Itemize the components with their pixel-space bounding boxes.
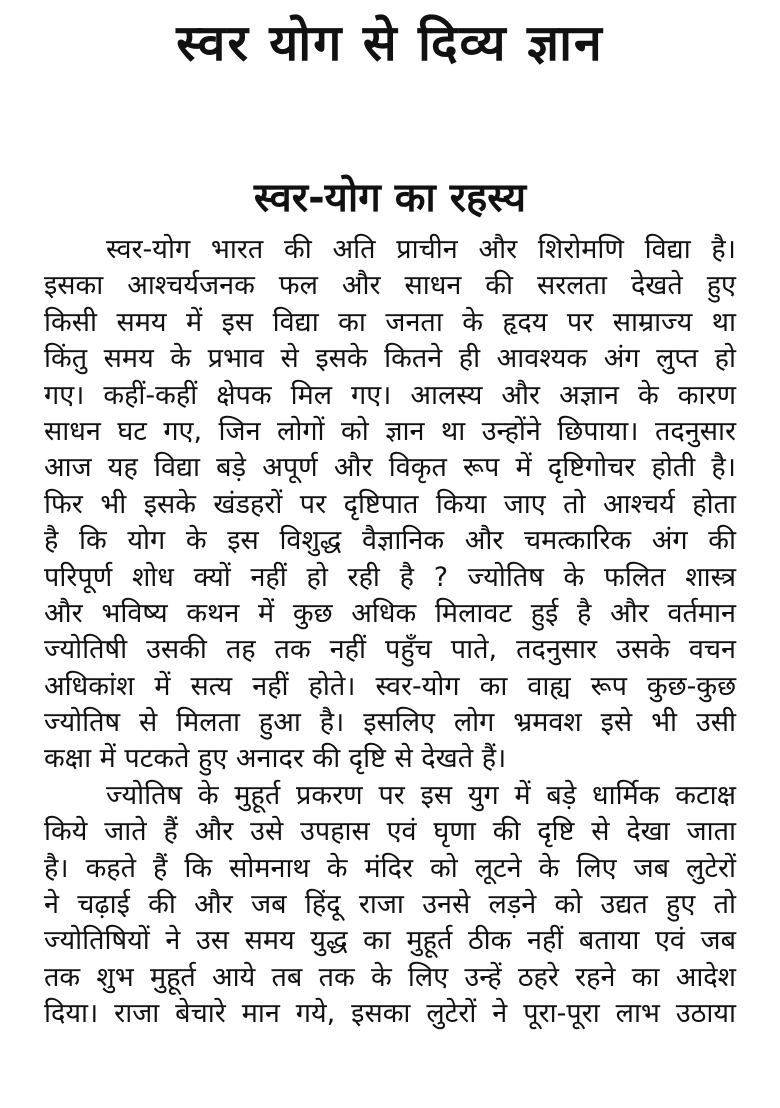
- page-title: स्वर योग से दिव्य ज्ञान: [176, 14, 604, 72]
- paragraph-line: अधिकांश में सत्य नहीं होते। स्वर-योग का वाह्य रूप कुछ-कुछ: [44, 670, 736, 702]
- paragraph-line: गए। कहीं-कहीं क्षेपक मिल गए। आलस्य और अज्ञान के कारण: [44, 379, 736, 411]
- paragraph-line: कक्षा में पटकते हुए अनादर की दृष्टि से देखते हैं।: [44, 743, 507, 775]
- body-text: [44, 232, 736, 1033]
- paragraph-line: फिर भी इसके खंडहरों पर दृष्टिपात किया जाए तो आश्चर्य होता: [44, 488, 736, 520]
- paragraph-line: ने चढ़ाई की और जब हिंदू राजा उनसे लड़ने को उद्यत हुए तो: [44, 889, 736, 921]
- paragraph-line: किंतु समय के प्रभाव से इसके कितने ही आवश्यक अंग लुप्त हो: [44, 343, 736, 375]
- section-heading: स्वर-योग का रहस्य: [253, 175, 527, 221]
- paragraph-line: और भविष्य कथन में कुछ अधिक मिलावट हुई है और वर्तमान: [44, 597, 736, 629]
- paragraph-line: ज्योतिषी उसकी तह तक नहीं पहुँच पाते, तदनुसार उसके वचन: [44, 634, 736, 666]
- paragraph-line: ज्योतिष से मिलता हुआ है। इसलिए लोग भ्रमवश इसे भी उसी: [44, 707, 736, 739]
- paragraph-line: स्वर-योग भारत की अति प्राचीन और शिरोमणि विद्या है।: [106, 234, 736, 265]
- paragraph-line: परिपूर्ण शोध क्यों नहीं हो रही है ? ज्योतिष के फलित शास्त्र: [44, 561, 736, 593]
- paragraph-line: है। कहते हैं कि सोमनाथ के मंदिर को लूटने के लिए जब लुटेरों: [44, 852, 736, 884]
- paragraph-line: है कि योग के इस विशुद्ध वैज्ञानिक और चमत्कारिक अंग की: [44, 525, 736, 557]
- paragraph-line: ज्योतिषियों ने उस समय युद्ध का मुहूर्त ठीक नहीं बताया एवं जब: [44, 925, 736, 957]
- paragraph-line: आज यह विद्या बड़े अपूर्ण और विकृत रूप में दृष्टिगोचर होती है।: [44, 452, 736, 484]
- paragraph-line: किसी समय में इस विद्या का जनता के हृदय पर साम्राज्य था: [44, 306, 736, 338]
- paragraph-line: दिया। राजा बेचारे मान गये, इसका लुटेरों ने पूरा-पूरा लाभ उठाया: [44, 998, 736, 1030]
- paragraph-line: तक शुभ मुहूर्त आये तब तक के लिए उन्हें ठहरे रहने का आदेश: [44, 961, 736, 993]
- paragraph-line: ज्योतिष के मुहूर्त प्रकरण पर इस युग में बड़े धार्मिक कटाक्ष: [106, 779, 736, 811]
- paragraph-line: साधन घट गए, जिन लोगों को ज्ञान था उन्होंने छिपाया। तदनुसार: [44, 415, 736, 447]
- paragraph-line: किये जाते हैं और उसे उपहास एवं घृणा की दृष्टि से देखा जाता: [44, 816, 736, 848]
- paragraph-line: इसका आश्चर्यजनक फल और साधन की सरलता देखते हुए: [44, 270, 736, 302]
